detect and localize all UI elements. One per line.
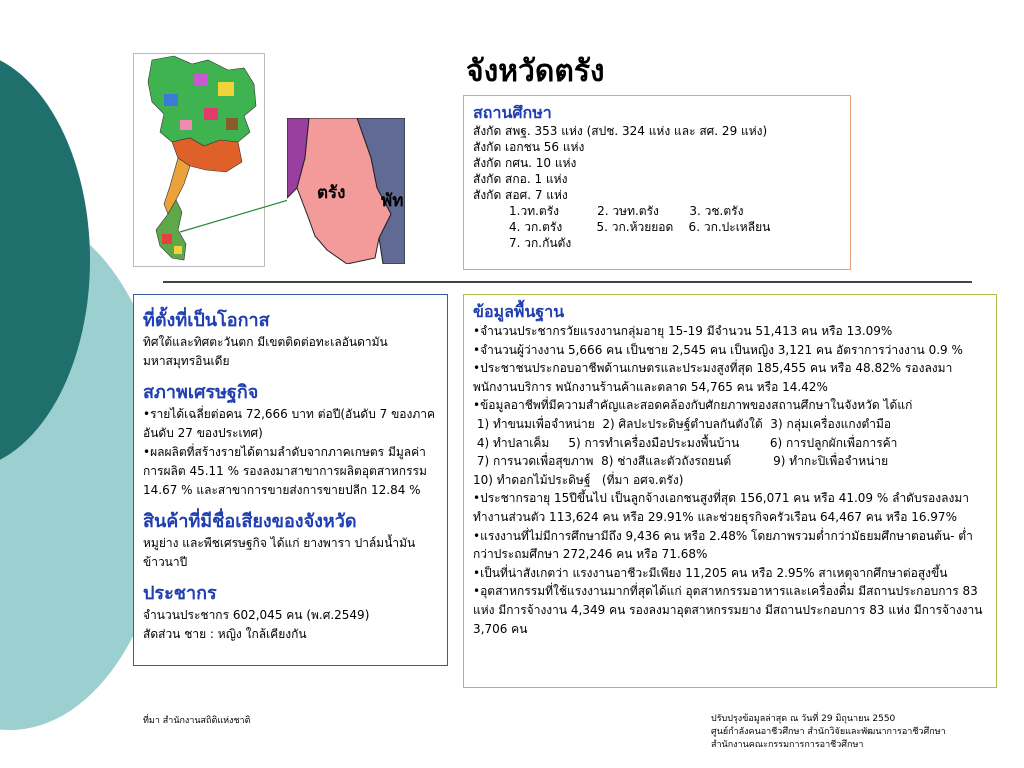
career-line: 7) การนวดเพื่อสุขภาพ 8) ช่างสีและตัวถังรถยนต์ 9) ทำกะปิเพื่อจำหน่าย — [473, 454, 889, 469]
education-line: สังกัด สกอ. 1 แห่ง — [473, 172, 568, 186]
career-line: 1) ทำขนมเพื่อจำหน่าย 2) ศิลปะประดิษฐ์ตำบลกันตังใต้ 3) กลุ่มเครื่องแกงตำมือ — [473, 416, 892, 431]
population-section — [143, 582, 438, 644]
education-line: สังกัด เอกชน 56 แห่ง — [473, 140, 585, 154]
footer-org-line: สำนักงานคณะกรรมการการอาชีวศึกษา — [711, 740, 864, 750]
economy-item: •รายได้เฉลี่ยต่อคน 72,666 บาท ต่อปี(อันดับ 7 ของภาค อันดับ 27 ของประเทศ) — [143, 407, 436, 440]
basic-data-item: •จำนวนประชากรวัยแรงงานกลุ่มอายุ 15-19 มีจำนวน 51,413 คน หรือ 13.09% — [473, 324, 893, 338]
population-line: สัดส่วน ชาย : หญิง ใกล้เคียงกัน — [143, 627, 307, 641]
trang-zoom-map — [287, 118, 405, 264]
location-section — [143, 309, 438, 371]
basic-data-item: •อุตสาหกรรมที่ใช้แรงงานมากที่สุดได้แก่ อุตสาหกรรมอาหารและเครื่องดื่ม มีสถานประกอบการ 83 แห่ง มีการจ้างงาน 4,349 คน รองลงมาอุตสาหกรรมยาง มีสถานประกอบการ 83 แห่ง มีการจ้างงาน 3,706 คน — [473, 584, 983, 636]
education-box — [463, 95, 851, 270]
location-text: ทิศใต้และทิศตะวันตก มีเขตติดต่อทะเลอันดามัน มหาสมุทรอินเดีย — [143, 335, 388, 368]
college-line: 1.วท.ตรัง 2. วษท.ตรัง 3. วช.ตรัง — [509, 204, 744, 218]
province-patch — [174, 246, 182, 254]
basic-data-item: •แรงงานที่ไม่มีการศึกษามีถึง 9,436 คน หรือ 2.48% โดยภาพรวมต่ำกว่ามัธยมศึกษาตอนต้น- ต่ำกว่าประถมศึกษา 272,246 คน หรือ 71.68% — [473, 528, 973, 562]
trang-map-label: ตรัง — [317, 183, 346, 203]
location-heading: ที่ตั้งที่เป็นโอกาส — [143, 310, 270, 331]
products-heading: สินค้าที่มีชื่อเสียงของจังหวัด — [143, 511, 357, 532]
province-patch — [194, 74, 208, 86]
footer-source: ที่มา สำนักงานสถิติแห่งชาติ — [143, 716, 251, 726]
page-title: จังหวัดตรัง — [466, 54, 605, 89]
education-line: สังกัด สอศ. 7 แห่ง — [473, 188, 568, 202]
neighbor-map-label: พัท — [381, 191, 404, 211]
products-section — [143, 510, 438, 572]
province-overview-box — [133, 294, 448, 666]
education-heading: สถานศึกษา — [473, 103, 552, 122]
economy-heading: สภาพเศรษฐกิจ — [143, 382, 259, 403]
college-line: 4. วก.ตรัง 5. วก.ห้วยยอด 6. วก.ปะเหลียน — [509, 220, 771, 234]
education-line: สังกัด สพฐ. 353 แห่ง (สปช. 324 แห่ง และ สศ. 29 แห่ง) — [473, 124, 768, 138]
basic-data-item: •ข้อมูลอาชีพที่มีความสำคัญและสอดคล้องกับศักยภาพของสถานศึกษาในจังหวัด ได้แก่ — [473, 398, 913, 413]
thailand-map-image — [133, 53, 265, 267]
economy-section — [143, 381, 438, 500]
province-patch — [180, 120, 192, 130]
province-patch — [162, 234, 172, 244]
products-text: หมูย่าง และพืชเศรษฐกิจ ได้แก่ ยางพารา ปาล์มน้ำมัน ข้าวนาปี — [143, 536, 416, 569]
basic-data-item: •เป็นที่น่าสังเกตว่า แรงงานอาชีวะมีเพียง 11,205 คน หรือ 2.95% สาเหตุจากศึกษาต่อสูงขึ้น — [473, 565, 948, 580]
province-patch — [164, 94, 178, 106]
province-patch — [204, 108, 218, 120]
footer-org-line: ศูนย์กำลังคนอาชีวศึกษา สำนักวิจัยและพัฒนาการอาชีวศึกษา — [711, 727, 946, 737]
basic-data-item: •ประชาชนประกอบอาชีพด้านเกษตรและประมงสูงที่สุด 185,455 คน หรือ 48.82% รองลงมาพนักงานบริการ พนักงานร้านค้าและตลาด 54,765 คน หรือ 14.42% — [473, 361, 953, 394]
population-line: จำนวนประชากร 602,045 คน (พ.ศ.2549) — [143, 608, 370, 622]
basic-data-box — [463, 294, 997, 688]
basic-data-item: •จำนวนผู้ว่างงาน 5,666 คน เป็นชาย 2,545 คน เป็นหญิง 3,121 คน อัตราการว่างงาน 0.9 % — [473, 342, 963, 357]
basic-data-heading: ข้อมูลพื้นฐาน — [473, 302, 565, 321]
province-patch — [218, 82, 234, 96]
economy-item: •ผลผลิตที่สร้างรายได้ตามลำดับจากภาคเกษตร มีมูลค่าการผลิต 45.11 % รองลงมาสาขาการผลิตอุตสาหกรรม 14.67 % และสาขาการขายส่งการขายปลีก 12.84 % — [143, 445, 427, 497]
population-heading: ประชากร — [143, 583, 217, 604]
career-line: 10) ทำดอกไม้ประดิษฐ์ (ที่มา อศจ.ตรัง) — [473, 472, 684, 487]
basic-data-item: •ประชากรอายุ 15ปีขึ้นไป เป็นลูกจ้างเอกชนสูงที่สุด 156,071 คน หรือ 41.09 % ลำดับรองลงมาทำงานส่วนตัว 113,624 คน หรือ 29.91% และช่วยธุรกิจครัวเรือน 64,467 คน หรือ 16.97% — [473, 491, 969, 524]
education-line: สังกัด กศน. 10 แห่ง — [473, 156, 577, 170]
footer-credits — [711, 713, 946, 752]
college-line: 7. วก.กันตัง — [509, 236, 572, 250]
province-patch — [226, 118, 238, 130]
career-line: 4) ทำปลาเค็ม 5) การทำเครื่องมือประมงพื้นบ้าน 6) การปลูกผักเพื่อการค้า — [473, 435, 898, 450]
footer-update-date: ปรับปรุงข้อมูลล่าสุด ณ วันที่ 29 มิถุนายน 2550 — [711, 714, 896, 724]
divider-line — [163, 281, 972, 283]
